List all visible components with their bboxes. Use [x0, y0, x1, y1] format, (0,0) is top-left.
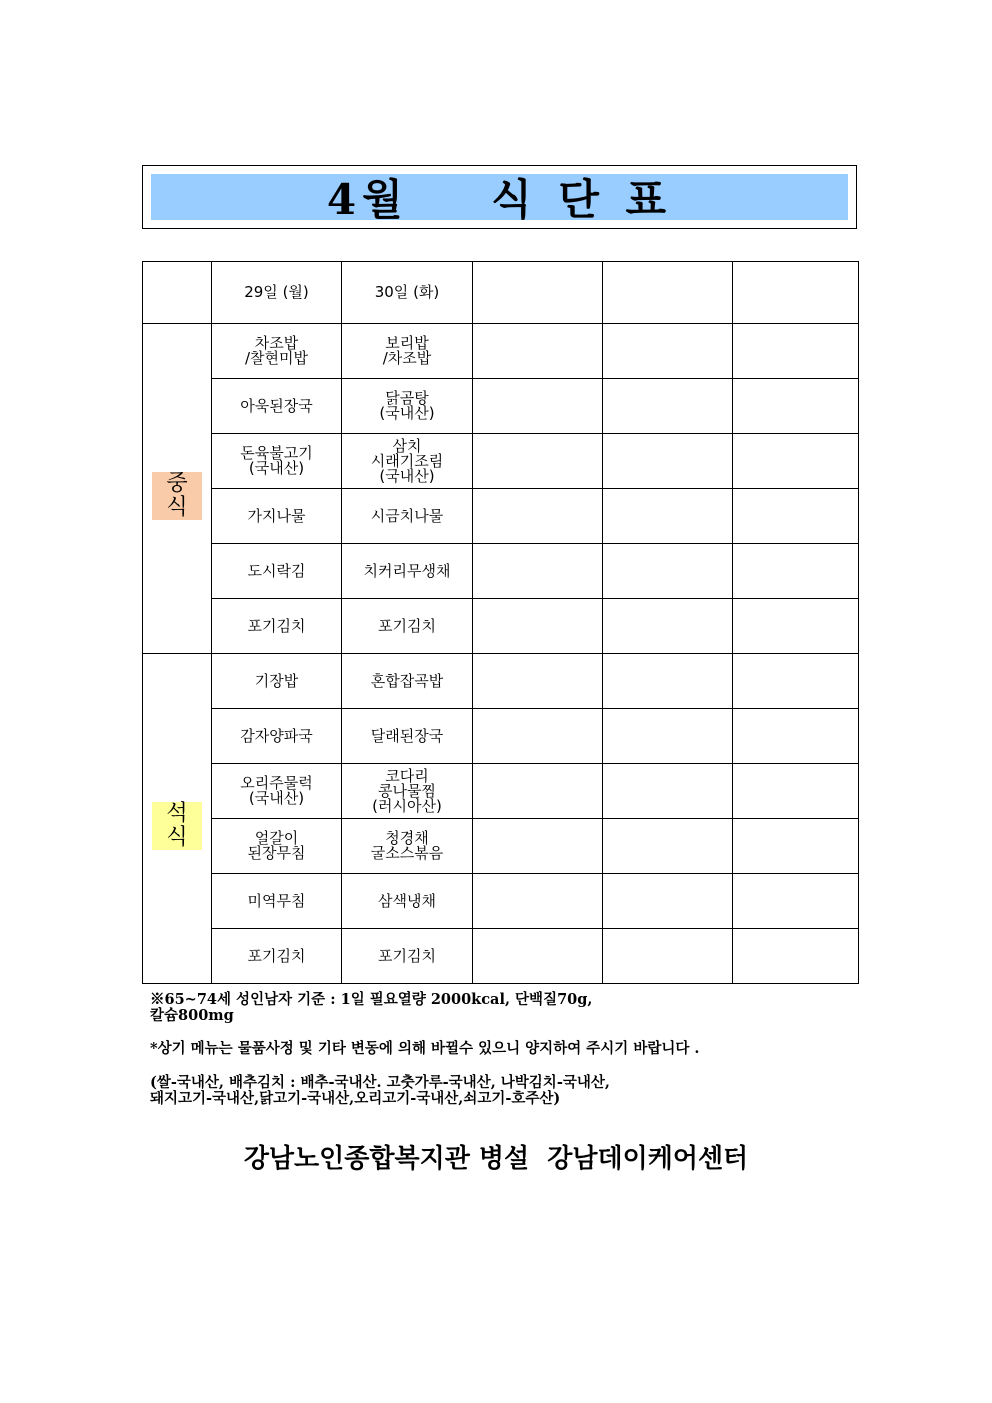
dinner-cell	[143, 654, 212, 984]
menu-cell: 달래된장국	[342, 709, 473, 764]
menu-cell: 혼합잡곡밥	[342, 654, 473, 709]
menu-cell: 청경채 굴소스볶음	[342, 819, 473, 874]
lunch-label: 중 식	[152, 472, 202, 520]
disclaimer-note: *상기 메뉴는 물품사정 및 기타 변동에 의해 바뀔수 있으니 양지하여 주시기 바랍니다 .	[150, 1040, 700, 1057]
menu-cell	[473, 764, 603, 819]
menu-cell	[733, 819, 859, 874]
menu-cell	[603, 324, 733, 379]
day-header	[733, 262, 859, 324]
menu-cell: 보리밥 /차조밥	[342, 324, 473, 379]
menu-cell	[733, 929, 859, 984]
menu-cell: 가지나물	[212, 489, 342, 544]
menu-cell	[733, 544, 859, 599]
menu-cell: 치커리무생채	[342, 544, 473, 599]
menu-cell: 오리주물럭 (국내산)	[212, 764, 342, 819]
menu-cell	[603, 489, 733, 544]
menu-cell	[603, 544, 733, 599]
menu-cell	[473, 874, 603, 929]
menu-cell	[733, 874, 859, 929]
menu-cell	[733, 434, 859, 489]
day-header: 29일 (월)	[212, 262, 342, 324]
corner-cell	[143, 262, 212, 324]
menu-cell: 포기김치	[342, 599, 473, 654]
menu-cell: 포기김치	[212, 929, 342, 984]
day-header	[473, 262, 603, 324]
menu-cell	[603, 929, 733, 984]
menu-cell: 얼갈이 된장무침	[212, 819, 342, 874]
menu-cell: 미역무침	[212, 874, 342, 929]
center-name: 강남노인종합복지관 병설 강남데이케어센터	[243, 1144, 749, 1174]
table-row	[143, 379, 859, 434]
menu-cell	[733, 324, 859, 379]
menu-cell	[603, 599, 733, 654]
table-row	[143, 929, 859, 984]
header-row	[143, 262, 859, 324]
menu-cell: 포기김치	[212, 599, 342, 654]
menu-cell: 차조밥 /찰현미밥	[212, 324, 342, 379]
menu-cell: 돈육불고기 (국내산)	[212, 434, 342, 489]
menu-cell: 시금치나물	[342, 489, 473, 544]
day-header: 30일 (화)	[342, 262, 473, 324]
table-row	[143, 819, 859, 874]
menu-cell	[473, 929, 603, 984]
menu-cell	[473, 434, 603, 489]
menu-cell	[733, 764, 859, 819]
table-row	[143, 764, 859, 819]
page-title: 4월 식 단 표	[326, 175, 673, 224]
menu-cell	[473, 709, 603, 764]
table-row	[143, 489, 859, 544]
menu-cell: 닭곰탕 (국내산)	[342, 379, 473, 434]
menu-cell	[733, 599, 859, 654]
menu-cell	[473, 324, 603, 379]
menu-cell: 기장밥	[212, 654, 342, 709]
menu-cell	[603, 654, 733, 709]
origin-note: (쌀-국내산, 배추김치 : 배추-국내산. 고춧가루-국내산, 나박김치-국내산, 돼지고기-국내산,닭고기-국내산,오리고기-국내산,쇠고기-호주산)	[150, 1074, 610, 1107]
menu-cell	[733, 489, 859, 544]
menu-cell	[473, 654, 603, 709]
table-row	[143, 654, 859, 709]
table-row	[143, 709, 859, 764]
menu-cell	[733, 379, 859, 434]
menu-cell	[733, 654, 859, 709]
menu-cell	[473, 544, 603, 599]
menu-cell	[473, 379, 603, 434]
title-box	[142, 165, 857, 229]
menu-cell	[603, 434, 733, 489]
menu-cell	[473, 599, 603, 654]
table-row	[143, 434, 859, 489]
table-row	[143, 874, 859, 929]
menu-cell: 코다리 콩나물찜 (러시아산)	[342, 764, 473, 819]
menu-cell	[603, 709, 733, 764]
table-row	[143, 324, 859, 379]
table-row	[143, 599, 859, 654]
menu-cell	[473, 489, 603, 544]
menu-cell: 아욱된장국	[212, 379, 342, 434]
menu-cell: 삼색냉채	[342, 874, 473, 929]
menu-cell: 감자양파국	[212, 709, 342, 764]
menu-cell: 삼치 시래기조림 (국내산)	[342, 434, 473, 489]
title-band	[151, 174, 848, 224]
menu-cell	[603, 819, 733, 874]
menu-cell	[473, 819, 603, 874]
lunch-cell	[143, 324, 212, 654]
dinner-label: 석 식	[152, 802, 202, 850]
menu-cell	[603, 874, 733, 929]
table-row	[143, 544, 859, 599]
menu-table	[142, 261, 859, 984]
nutrition-note: ※65~74세 성인남자 기준 : 1일 필요열량 2000kcal, 단백질70g, 칼슘800mg	[150, 991, 593, 1024]
menu-cell	[603, 764, 733, 819]
menu-cell	[603, 379, 733, 434]
menu-cell: 포기김치	[342, 929, 473, 984]
day-header	[603, 262, 733, 324]
menu-cell	[733, 709, 859, 764]
menu-cell: 도시락김	[212, 544, 342, 599]
